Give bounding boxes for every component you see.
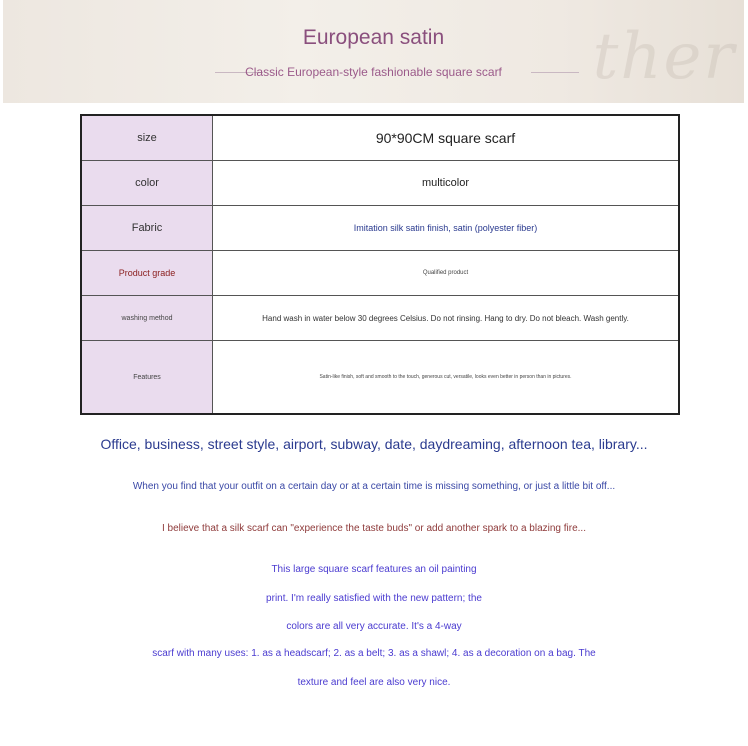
row-value: Satin-like finish, soft and smooth to the touch, generous cut, versatile, looks even better in person than in pictures. [213, 341, 680, 415]
divider-right [531, 72, 579, 73]
spec-table [80, 114, 680, 415]
usage-scenarios-text: Office, business, street style, airport, subway, date, daydreaming, afternoon tea, library... [100, 436, 648, 452]
row-value: Hand wash in water below 30 degrees Celsius. Do not rinsing. Hang to dry. Do not bleach. Wash gently. [213, 296, 680, 341]
page-subtitle: Classic European-style fashionable square scarf [245, 65, 502, 79]
table-row [81, 115, 679, 161]
row-label: washing method [81, 296, 213, 341]
row-label: size [81, 115, 213, 161]
table-row [81, 341, 679, 415]
review-line: print. I'm really satisfied with the new pattern; the [266, 593, 482, 604]
table-row [81, 296, 679, 341]
row-label: color [81, 161, 213, 206]
watermark: ther [592, 20, 736, 94]
review-line: This large square scarf features an oil painting [271, 564, 477, 575]
row-label: Product grade [81, 251, 213, 296]
page-title: European satin [302, 26, 445, 49]
review-line: scarf with many uses: 1. as a headscarf; 2. as a belt; 3. as a shawl; 4. as a decoration on a bag. The [152, 648, 596, 659]
row-label: Features [81, 341, 213, 415]
row-value: multicolor [213, 161, 680, 206]
description-line: I believe that a silk scarf can "experience the taste buds" or add another spark to a blazing fire... [161, 523, 586, 534]
description-line: When you find that your outfit on a certain day or at a certain time is missing something, or just a little bit off... [132, 481, 616, 492]
row-label: Fabric [81, 206, 213, 251]
table-row [81, 251, 679, 296]
review-line: texture and feel are also very nice. [297, 677, 451, 688]
table-row [81, 206, 679, 251]
row-value: Qualified product [213, 251, 680, 296]
header-banner [3, 0, 744, 103]
row-value: 90*90CM square scarf [213, 115, 680, 161]
row-value: Imitation silk satin finish, satin (polyester fiber) [213, 206, 680, 251]
table-row [81, 161, 679, 206]
review-line: colors are all very accurate. It's a 4-way [286, 621, 462, 632]
